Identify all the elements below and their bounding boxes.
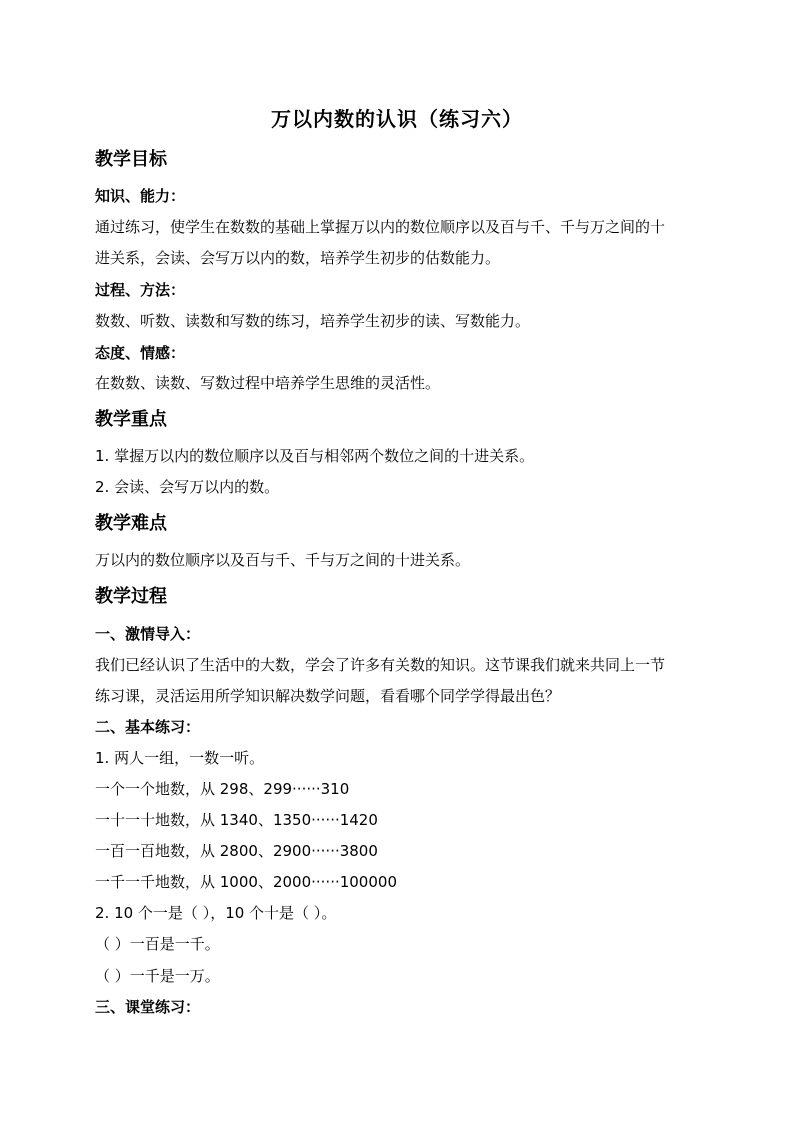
attitude-heading: 态度、情感： (95, 344, 186, 362)
exercise-2-title: 2. 10 个一是（ ），10 个十是（ ）。 (95, 904, 337, 922)
knowledge-text-line-1: 通过练习，使学生在数数的基础上掌握万以内的数位顺序以及百与千、千与万之间的十 (95, 218, 666, 236)
exercise-1-title: 1. 两人一组，一数一听。 (95, 749, 265, 767)
exercise-1-line-3: 一百一百地数，从 2800、2900······3800 (95, 842, 378, 860)
key-point-item-2: 2. 会读、会写万以内的数。 (95, 478, 280, 496)
knowledge-heading: 知识、能力： (95, 187, 186, 205)
exercise-1-line-4: 一千一千地数，从 1000、2000······100000 (95, 873, 397, 891)
exercise-1-line-2: 一十一十地数，从 1340、1350······1420 (95, 811, 378, 829)
attitude-text: 在数数、读数、写数过程中培养学生思维的灵活性。 (95, 374, 441, 392)
key-point-item-1: 1. 掌握万以内的数位顺序以及百与相邻两个数位之间的十进关系。 (95, 447, 535, 465)
objectives-heading: 教学目标 (95, 149, 167, 170)
difficulties-text: 万以内的数位顺序以及百与千、千与万之间的十进关系。 (95, 551, 471, 569)
knowledge-text-line-2: 进关系，会读、会写万以内的数，培养学生初步的估数能力。 (95, 249, 501, 267)
exercise-2-line-2: （ ）一千是一万。 (95, 967, 220, 985)
intro-text-line-1: 我们已经认识了生活中的大数，学会了许多有关数的知识。这节课我们就来共同上一节 (95, 656, 666, 674)
key-points-heading: 教学重点 (95, 409, 167, 430)
class-practice-heading: 三、课堂练习： (95, 998, 201, 1016)
process-method-text: 数数、听数、读数和写数的练习，培养学生初步的读、写数能力。 (95, 312, 531, 330)
difficulties-heading: 教学难点 (95, 513, 167, 534)
intro-text-line-2: 练习课，灵活运用所学知识解决数学问题，看看哪个同学学得最出色？ (95, 687, 561, 705)
exercise-1-line-1: 一个一个地数，从 298、299······310 (95, 780, 350, 798)
teaching-process-heading: 教学过程 (95, 586, 167, 607)
document-title: 万以内数的认识（练习六） (271, 107, 523, 131)
process-method-heading: 过程、方法： (95, 281, 186, 299)
exercise-2-line-1: （ ）一百是一千。 (95, 935, 220, 953)
basic-practice-heading: 二、基本练习： (95, 718, 201, 736)
intro-heading: 一、激情导入： (95, 625, 201, 643)
